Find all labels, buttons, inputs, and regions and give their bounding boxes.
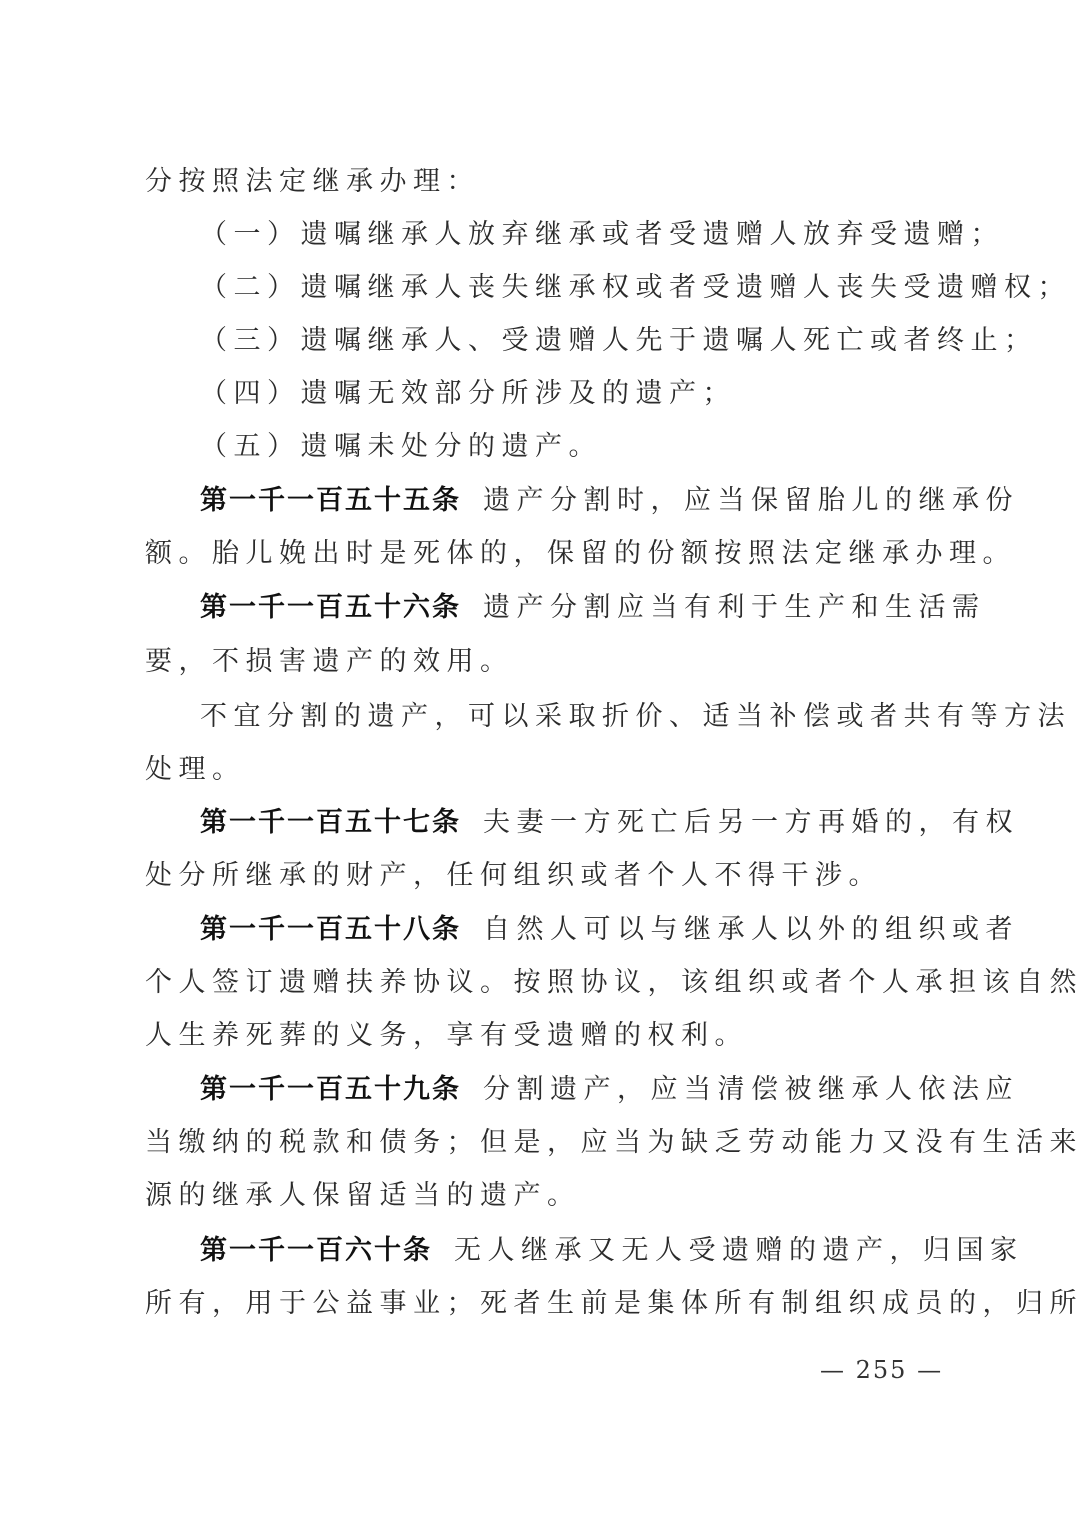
list-item (200, 427, 945, 467)
list-item (200, 268, 1071, 308)
article-line (200, 588, 986, 628)
line-text: 分按照法定继承办理： (145, 166, 480, 197)
article-heading: 第一千一百六十条 (200, 1235, 432, 1266)
article-line (200, 481, 1019, 521)
list-item (200, 374, 945, 414)
text-line (145, 534, 1016, 574)
line-text: 自然人可以与继承人以外的组织或者 (483, 914, 1019, 945)
page-number: — 255 — (820, 1356, 944, 1384)
text-line (145, 1284, 1083, 1324)
line-text: 分割遗产，应当清偿被继承人依法应 (483, 1074, 1019, 1105)
line-text: 不宜分割的遗产，可以采取折价、适当补偿或者共有等方法 (200, 701, 1071, 732)
text-line (145, 1016, 945, 1056)
line-text: 处理。 (145, 754, 246, 785)
article-heading: 第一千一百五十六条 (200, 592, 461, 623)
line-text: 遗产分割时，应当保留胎儿的继承份 (483, 485, 1019, 516)
line-text: 要，不损害遗产的效用。 (145, 646, 514, 677)
line-text: （一）遗嘱继承人放弃继承或者受遗赠人放弃受遗赠； (200, 219, 1004, 250)
article-line (200, 910, 1019, 950)
line-text: 当缴纳的税款和债务；但是，应当为缺乏劳动能力又没有生活来 (145, 1127, 1083, 1158)
article-heading: 第一千一百五十八条 (200, 914, 461, 945)
text-line (145, 750, 945, 790)
line-text: 人生养死葬的义务，享有受遗赠的权利。 (145, 1020, 748, 1051)
line-text: 处分所继承的财产，任何组织或者个人不得干涉。 (145, 860, 882, 891)
line-text: 额。胎儿娩出时是死体的，保留的份额按照法定继承办理。 (145, 538, 1016, 569)
article-heading: 第一千一百五十七条 (200, 807, 461, 838)
line-text: 源的继承人保留适当的遗产。 (145, 1180, 581, 1211)
line-text: （五）遗嘱未处分的遗产。 (200, 431, 602, 462)
list-item (200, 321, 1038, 361)
list-item (200, 215, 1004, 255)
article-heading: 第一千一百五十五条 (200, 485, 461, 516)
line-text: 夫妻一方死亡后另一方再婚的，有权 (483, 807, 1019, 838)
line-text: 个人签订遗赠扶养协议。按照协议，该组织或者个人承担该自然 (145, 967, 1083, 998)
line-text: 所有，用于公益事业；死者生前是集体所有制组织成员的，归所 (145, 1288, 1083, 1319)
article-line (200, 1231, 1024, 1271)
text-line (145, 1176, 945, 1216)
text-line (200, 697, 1071, 737)
line-text: （二）遗嘱继承人丧失继承权或者受遗赠人丧失受遗赠权； (200, 272, 1071, 303)
line-text: （三）遗嘱继承人、受遗赠人先于遗嘱人死亡或者终止； (200, 325, 1038, 356)
text-line (145, 642, 945, 682)
line-text: 遗产分割应当有利于生产和生活需 (483, 592, 986, 623)
text-line (145, 162, 945, 202)
article-line (200, 1070, 1019, 1110)
text-line (145, 1123, 1083, 1163)
text-line (145, 963, 1083, 1003)
line-text: （四）遗嘱无效部分所涉及的遗产； (200, 378, 736, 409)
article-heading: 第一千一百五十九条 (200, 1074, 461, 1105)
article-line (200, 803, 1019, 843)
line-text: 无人继承又无人受遗赠的遗产，归国家 (454, 1235, 1024, 1266)
text-line (145, 856, 945, 896)
